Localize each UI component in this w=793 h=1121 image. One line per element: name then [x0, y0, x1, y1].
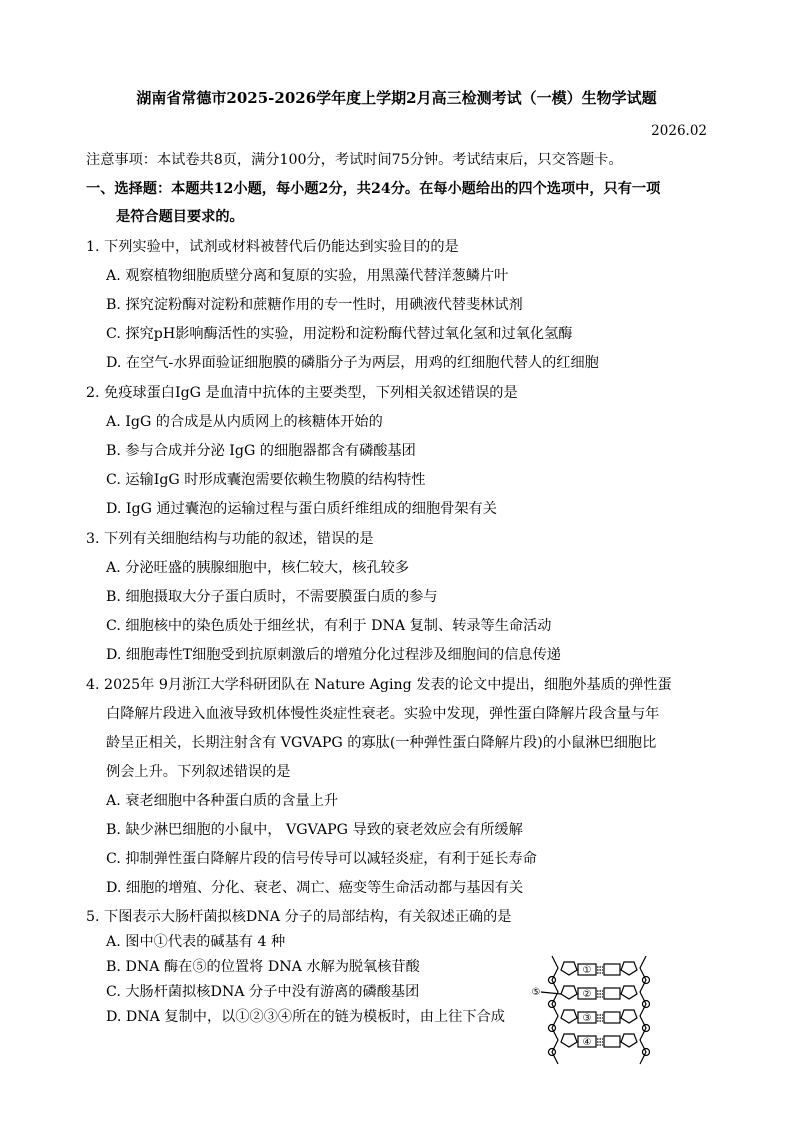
option-a: A. 分泌旺盛的胰腺细胞中，核仁较大，核孔较多 [106, 560, 410, 576]
option-d: D. IgG 通过囊泡的运输过程与蛋白质纤维组成的细胞骨架有关 [106, 501, 497, 517]
option-b: B. 细胞摄取大分子蛋白质时，不需要膜蛋白质的参与 [106, 589, 438, 605]
question-stem-cont: 龄呈正相关，长期注射含有 VGVAPG 的寡肽(一种弹性蛋白降解片段)的小鼠淋巴细胞比 [106, 735, 657, 751]
question-stem: 4. 2025年 9月浙江大学科研团队在 Nature Aging 发表的论文中提出，细胞外基质的弹性蛋 [86, 677, 672, 693]
option-d: D. 在空气-水界面验证细胞膜的磷脂分子为两层，用鸡的红细胞代替人的红细胞 [106, 355, 599, 371]
diagram-label-2: ② [582, 989, 592, 1000]
option-c: C. 细胞核中的染色质处于细丝状，有利于 DNA 复制、转录等生命活动 [106, 618, 552, 634]
option-a: A. 观察植物细胞质壁分离和复原的实验，用黑藻代替洋葱鳞片叶 [106, 268, 509, 284]
option-a: A. IgG 的合成是从内质网上的核糖体开始的 [106, 414, 383, 430]
question-stem: 2. 免疫球蛋白IgG 是血清中抗体的主要类型，下列相关叙述错误的是 [86, 385, 518, 401]
option-a: A. 衰老细胞中各种蛋白质的含量上升 [106, 793, 339, 809]
diagram-label-4: ④ [582, 1037, 592, 1048]
option-c: C. 大肠杆菌拟核DNA 分子中没有游离的磷酸基团 [106, 984, 420, 1000]
diagram-label-3: ③ [582, 1013, 592, 1024]
option-b: B. 缺少淋巴细胞的小鼠中， VGVAPG 导致的衰老效应会有所缓解 [106, 822, 523, 838]
diagram-label-5: ⑤ [531, 987, 541, 998]
option-d: D. DNA 复制中，以①②③④所在的链为模板时，由上往下合成 [106, 1009, 505, 1025]
exam-date: 2026.02 [651, 123, 707, 139]
section-header-cont: 是符合题目要求的。 [116, 209, 244, 225]
page-title: 湖南省常德市2025-2026学年度上学期2月高三检测考试（一模）生物学试题 [136, 89, 657, 107]
option-c: C. 运输IgG 时形成囊泡需要依赖生物膜的结构特性 [106, 472, 426, 488]
option-b: B. 参与合成并分泌 IgG 的细胞器都含有磷酸基团 [106, 443, 416, 459]
dna-structure-diagram [528, 950, 668, 1075]
option-b: B. DNA 酶在⑤的位置将 DNA 水解为脱氧核苷酸 [106, 959, 420, 975]
diagram-label-1: ① [582, 965, 592, 976]
option-b: B. 探究淀粉酶对淀粉和蔗糖作用的专一性时，用碘液代替斐林试剂 [106, 297, 523, 313]
question-stem-cont: 白降解片段进入血液导致机体慢性炎症性衰老。实验中发现，弹性蛋白降解片段含量与年 [106, 706, 660, 722]
option-d: D. 细胞的增殖、分化、衰老、凋亡、癌变等生命活动都与基因有关 [106, 880, 524, 896]
option-d: D. 细胞毒性T细胞受到抗原刺激后的增殖分化过程涉及细胞间的信息传递 [106, 647, 561, 663]
question-stem: 5. 下图表示大肠杆菌拟核DNA 分子的局部结构，有关叙述正确的是 [86, 909, 512, 925]
question-stem-cont: 例会上升。下列叙述错误的是 [106, 764, 291, 780]
notice-text: 注意事项：本试卷共8页，满分100分，考试时间75分钟。考试结束后，只交答题卡。 [86, 152, 623, 168]
option-c: C. 抑制弹性蛋白降解片段的信号传导可以减轻炎症，有利于延长寿命 [106, 851, 537, 867]
question-stem: 1. 下列实验中，试剂或材料被替代后仍能达到实验目的的是 [86, 239, 459, 255]
option-c: C. 探究pH影响酶活性的实验，用淀粉和淀粉酶代替过氧化氢和过氧化氢酶 [106, 326, 573, 342]
question-stem: 3. 下列有关细胞结构与功能的叙述，错误的是 [86, 531, 374, 547]
section-header: 一、选择题：本题共12小题，每小题2分，共24分。在每小题给出的四个选项中，只有一项 [86, 181, 661, 197]
option-a: A. 图中①代表的碱基有 4 种 [106, 934, 286, 950]
